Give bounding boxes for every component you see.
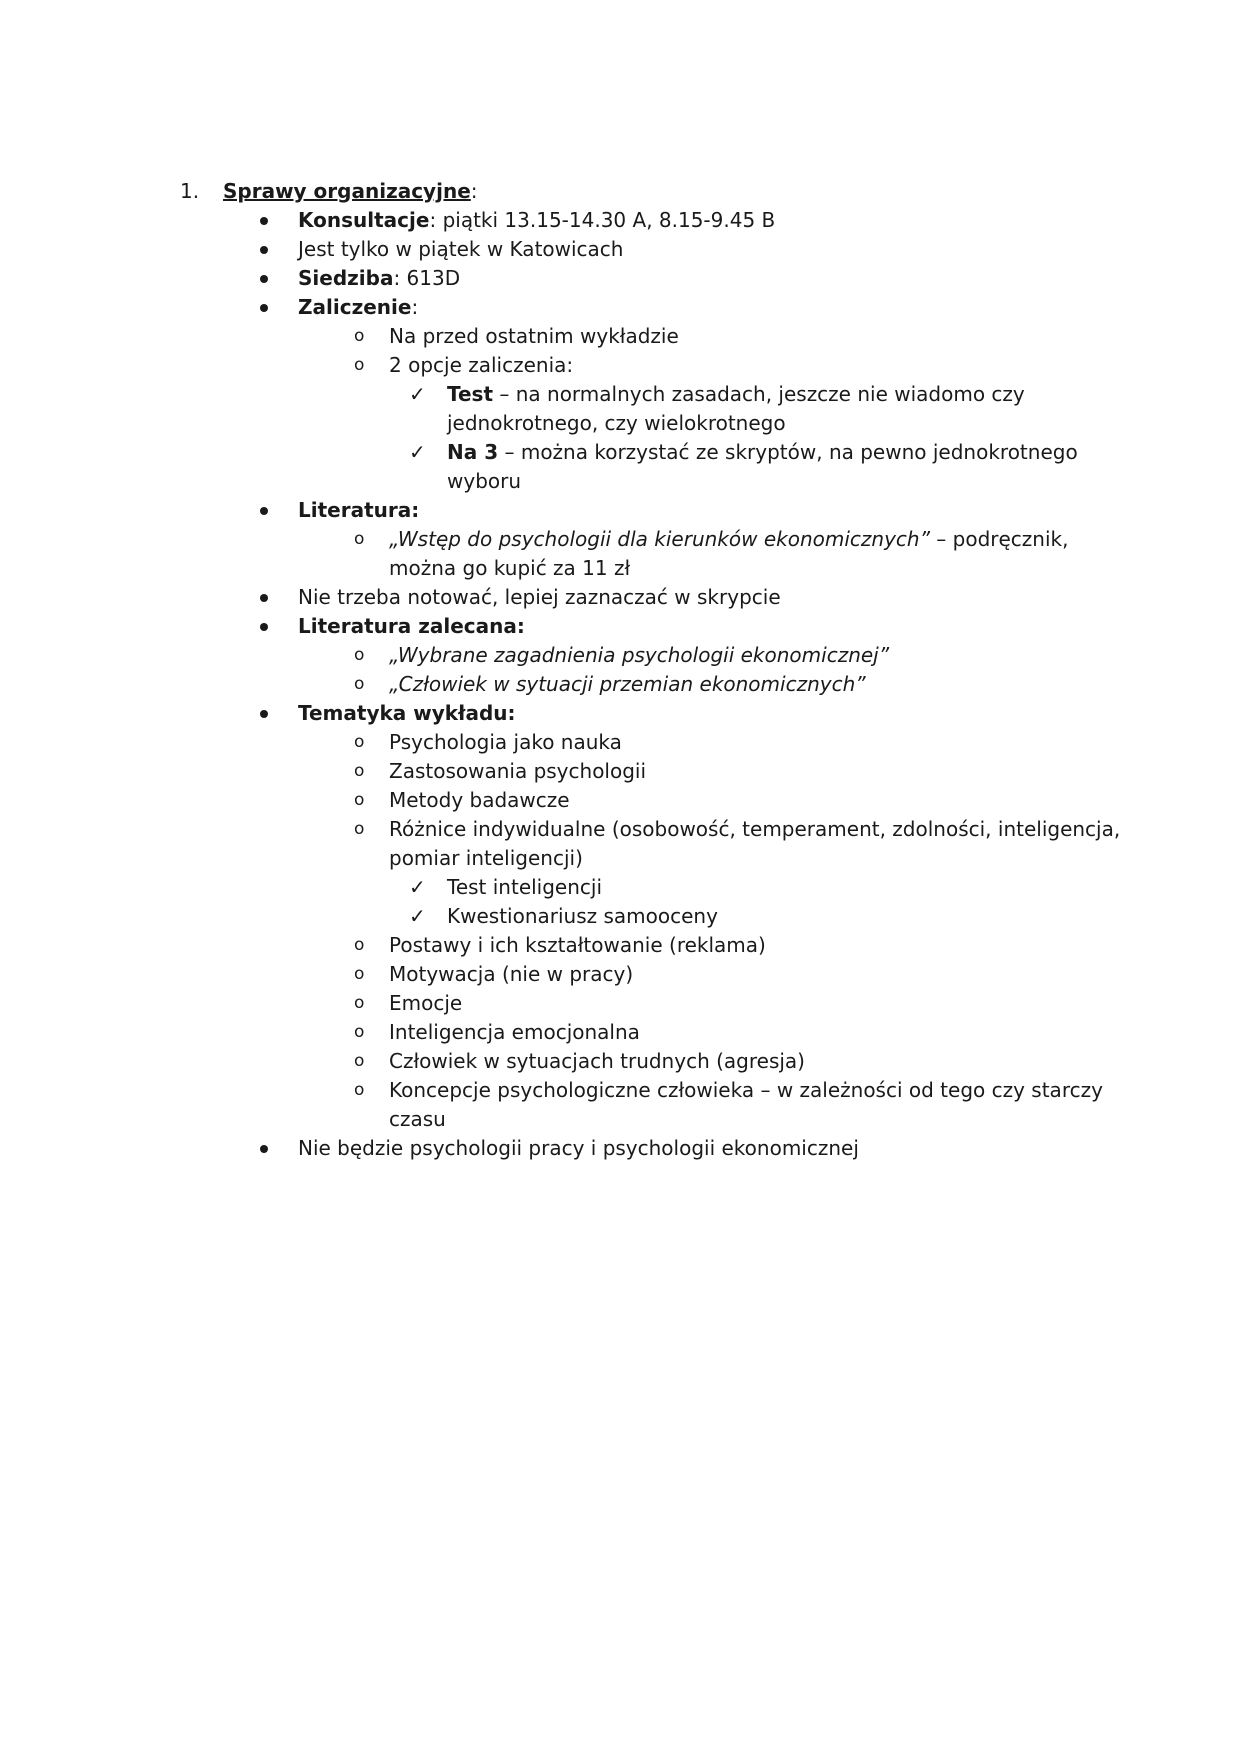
topic-item [180,786,1140,815]
list-item-only-friday [180,235,1140,264]
topic-text: Metody badawcze [389,788,570,812]
circle-bullet-icon: o [354,529,365,549]
credit-colon: : [411,295,419,319]
topic-text: Postawy i ich kształtowanie (reklama) [389,933,766,957]
list-item-seat [180,264,1140,293]
circle-bullet-icon: o [354,935,365,955]
literature-book-line2: można go kupić za 11 zł [389,556,631,580]
list-item-no-notes [180,583,1140,612]
checkmark-icon: ✓ [409,382,426,406]
literature-book [180,525,1140,554]
circle-bullet-icon: o [354,1051,365,1071]
credit-option-test-continuation [180,409,1140,438]
topic-text-line2: pomiar inteligencji) [389,846,583,870]
literature-book-desc: – podręcznik, [929,527,1069,551]
credit-option-text-line2: wyboru [447,469,522,493]
recommended-book-title: „Wybrane zagadnienia psychologii ekonomicznej” [389,643,890,667]
credit-sub-item-text: 2 opcje zaliczenia: [389,353,574,377]
topic-text: Różnice indywidualne (osobowość, temperament, zdolności, inteligencja, [389,817,1121,841]
credit-option-grade3-continuation [180,467,1140,496]
topic-text: Człowiek w sytuacjach trudnych (agresja) [389,1049,805,1073]
bullet-icon [260,594,268,602]
section-title: Sprawy organizacyjne [223,179,471,203]
recommended-label: Literatura zalecana [298,614,517,638]
no-work-psych-text: Nie będzie psychologii pracy i psychologii ekonomicznej [298,1136,859,1160]
only-friday-text: Jest tylko w piątek w Katowicach [298,237,624,261]
bullet-icon [260,507,268,515]
topic-item [180,728,1140,757]
list-item-topics [180,699,1140,728]
recommended-book-title: „Człowiek w sytuacji przemian ekonomicznych” [389,672,866,696]
section-number: 1. [180,179,200,203]
topic-sub-text: Test inteligencji [447,875,603,899]
list-item-consultations [180,206,1140,235]
topic-item-conceptions-continuation [180,1105,1140,1134]
list-item-credit [180,293,1140,322]
credit-option-test [180,380,1140,409]
credit-sub-item [180,351,1140,380]
recommended-book [180,641,1140,670]
literature-book-title: „Wstęp do psychologii dla kierunków ekonomicznych” [389,527,930,551]
list-item-no-work-psych [180,1134,1140,1163]
credit-sub-item [180,322,1140,351]
seat-colon: : [393,266,401,290]
list-item-literature [180,496,1140,525]
section-title-colon: : [470,179,478,203]
topics-label: Tematyka wykładu [298,701,508,725]
circle-bullet-icon: o [354,732,365,752]
topic-text: Koncepcje psychologiczne człowieka – w zależności od tego czy starczy [389,1078,1103,1102]
topic-item [180,757,1140,786]
list-item-recommended [180,612,1140,641]
credit-option-grade3 [180,438,1140,467]
circle-bullet-icon: o [354,964,365,984]
circle-bullet-icon: o [354,1080,365,1100]
topic-text: Motywacja (nie w pracy) [389,962,634,986]
seat-label: Siedziba [298,266,394,290]
literature-label: Literatura [298,498,412,522]
checkmark-icon: ✓ [409,904,426,928]
topic-sub-item [180,902,1140,931]
circle-bullet-icon: o [354,993,365,1013]
topics-colon: : [507,701,516,725]
consultations-colon: : [429,208,437,232]
consultations-label: Konsultacje [298,208,430,232]
topic-item [180,1047,1140,1076]
document-body [180,177,1140,1163]
checkmark-icon: ✓ [409,875,426,899]
recommended-colon: : [516,614,525,638]
topic-item [180,960,1140,989]
topic-text: Inteligencja emocjonalna [389,1020,640,1044]
circle-bullet-icon: o [354,645,365,665]
literature-book-continuation [180,554,1140,583]
section-heading [180,177,1140,206]
credit-option-text: – na normalnych zasadach, jeszcze nie wiadomo czy [493,382,1025,406]
circle-bullet-icon: o [354,819,365,839]
bullet-icon [260,1145,268,1153]
topic-item-differences-continuation [180,844,1140,873]
circle-bullet-icon: o [354,1022,365,1042]
bullet-icon [260,623,268,631]
credit-option-label: Test [447,382,494,406]
bullet-icon [260,246,268,254]
topic-text: Zastosowania psychologii [389,759,647,783]
circle-bullet-icon: o [354,355,365,375]
credit-label: Zaliczenie [298,295,412,319]
topic-text-line2: czasu [389,1107,446,1131]
bullet-icon [260,710,268,718]
topic-text: Emocje [389,991,463,1015]
checkmark-icon: ✓ [409,440,426,464]
topic-item-differences [180,815,1140,844]
seat-text: 613D [400,266,461,290]
topic-item-conceptions [180,1076,1140,1105]
topic-item [180,931,1140,960]
topic-sub-text: Kwestionariusz samooceny [447,904,718,928]
circle-bullet-icon: o [354,326,365,346]
consultations-text: piątki 13.15-14.30 A, 8.15-9.45 B [436,208,776,232]
bullet-icon [260,275,268,283]
bullet-icon [260,304,268,312]
literature-colon: : [411,498,420,522]
credit-sub-item-text: Na przed ostatnim wykładzie [389,324,679,348]
topic-sub-item [180,873,1140,902]
credit-option-text: – można korzystać ze skryptów, na pewno jednokrotnego [498,440,1078,464]
no-notes-text: Nie trzeba notować, lepiej zaznaczać w skrypcie [298,585,781,609]
credit-option-label: Na 3 [447,440,499,464]
circle-bullet-icon: o [354,674,365,694]
circle-bullet-icon: o [354,790,365,810]
topic-item [180,989,1140,1018]
circle-bullet-icon: o [354,761,365,781]
bullet-icon [260,217,268,225]
credit-option-text-line2: jednokrotnego, czy wielokrotnego [447,411,786,435]
topic-text: Psychologia jako nauka [389,730,622,754]
recommended-book [180,670,1140,699]
topic-item [180,1018,1140,1047]
